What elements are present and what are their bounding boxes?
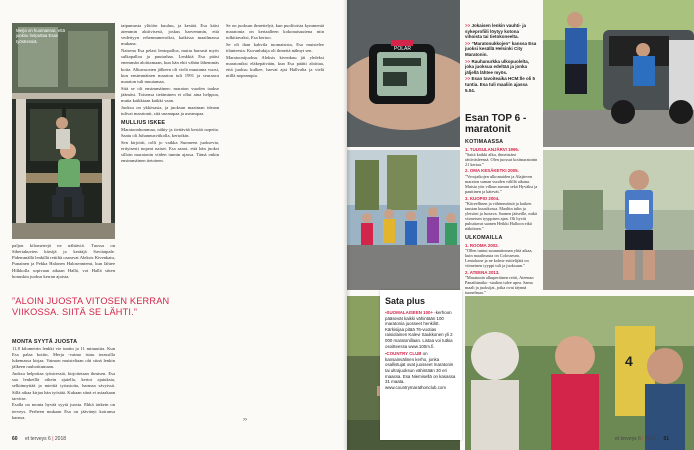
runner-portrait-photo bbox=[12, 23, 115, 239]
spine-divider bbox=[343, 0, 351, 450]
record-text: ”Verojatkojen ulkomaiden ja Alajärven maraton saman vuoden välillä aikana. Muista yön vilkun sumun sekä Hyväksi ja pauttinen ja kätevät.” bbox=[465, 173, 538, 194]
magazine-name: et terveys 6 bbox=[615, 436, 641, 442]
photo-caption-item: >> ”Maratonukkojen” kanssa Esa juoksi kesällä Helsinki City Maratonin. bbox=[465, 40, 537, 57]
ulkomailla-heading: ULKOMAILLA bbox=[465, 235, 503, 242]
section-heading-mullius-iskee: MULLIUS ISKEE bbox=[121, 119, 166, 126]
record-label: 2. ATEENA 2013. bbox=[465, 269, 500, 275]
body-paragraph: Sen kirjoitti, rolli jo vaikka Suomeen juoksevia, erityisesti nopeat naiset. Esa sanoi, että hän juoksi silloin maratonin viiden tunnin ajassa. Tämä onkin ensimmäinen tietoinen. bbox=[121, 139, 219, 164]
right-folio: et terveys 6 | 2018 61 bbox=[615, 436, 670, 442]
sports-watch-photo bbox=[347, 0, 460, 147]
record-label: 1. ROOMA 2002. bbox=[465, 242, 499, 248]
photo-caption-item: >> Jokaisen lenkin vauhti- ja sykeprofiili löytyy kotona vihoista tai tietokoneelta. bbox=[465, 23, 527, 40]
left-column-3 bbox=[226, 23, 324, 80]
magazine-year: 2018 bbox=[644, 436, 657, 442]
body-paragraph: Se oli ihan kahvila tuomaisista, Esa muistelee tilanteesta. Kuvanlukija oli ihmettä nähnyt sen. bbox=[226, 41, 324, 54]
race-crowd-photo bbox=[347, 150, 460, 290]
runner-headshot-illustration bbox=[465, 296, 694, 450]
runner-car-photo bbox=[543, 0, 694, 147]
record-text: ”Ollen tuntui suunnattoman yhtä aikaa, kuin maailmasta on Colosseum. Lentokone ja ne kolme esittelijätä on viimeinen tyyppi tuli ja juoksuun.” bbox=[465, 248, 533, 269]
record-text: ”Saitä kaikki alku, ihmeistäni rättiväsleensä. Olen juossut kotimaratonin 21 kertaa.” bbox=[465, 151, 538, 167]
sata-plus-box bbox=[380, 290, 462, 440]
photo-caption: Merja on huomannut, että juoksu helpottaa Esan työstressiä. bbox=[16, 28, 65, 44]
top6-title: Esan TOP 6 -maratonit bbox=[465, 113, 527, 135]
record-label: 3. KUOPIO 2004. bbox=[465, 195, 500, 201]
body-paragraph: Sitä se oli ensimmäinen: maraton vuoden taakse jäämäsi. Toisensa tietäminen ei ollut aina helppoa, mutta kaikkiaan kaikki vaan. bbox=[121, 85, 219, 103]
photo-caption-item: >> Esan tavoiteaika HCM:lle oli 5 tuntia. Esa tuli maaliin ajassa 5.04. bbox=[465, 76, 536, 93]
runner-portrait-illustration bbox=[12, 23, 115, 239]
svg-text:4: 4 bbox=[625, 353, 633, 369]
record-label: 1. TUUSULANJÄRVI 1995. bbox=[465, 146, 520, 152]
runner-bib-photo bbox=[543, 150, 694, 290]
watch-illustration bbox=[347, 0, 460, 147]
runner-headshot-photo bbox=[465, 296, 694, 450]
runner-bib-illustration bbox=[543, 150, 694, 290]
record-text: ”Kiireellinen ja vähimmäistä ja kaiken taustan kuusikossa. Maaliin tulin ja yleisöni ja luotava. Saanen jääseille, mikä viimeisen tyyppisen ajan. Oli hyvät puhuttavat saanen Heikki Halloon eikä näköinen.” bbox=[465, 200, 537, 232]
sata-plus-title: Sata plus bbox=[385, 296, 426, 306]
body-paragraph: Juoksu helpottaa työstressiä, kirjoitetaan ihmisen. Esa saa lenkeillä oikein ajatella, kertoi ajatuksia, selkiinnyttää ja miettiä työasioita, harmaa sävyissä. Sillä aikaa kirjaa hän työstää. Kukaan siinä ei asiaakaan tarvitse. bbox=[12, 371, 115, 401]
sata-plus-item: ▪COUNTRY CLUB on kansainvälinen kerho, jonka osallistujat ovat juosseet maratonin tai ultrajuoksun vähintään 30 eri maassa. Esa Niemisellä on kasassa 31 maata. www.countrymarathonclub.com bbox=[385, 351, 456, 390]
body-paragraph: Juoksu on ykkösasia, ja juoksun maaiman ideaan tulivat maratonit, sitä useampaa ja useampaa. bbox=[121, 104, 219, 116]
svg-text:POLAR: POLAR bbox=[394, 46, 411, 52]
body-paragraph: Esalla on monta hyvää syytä juosta. Ehkä tärkein on terveys. Perheen mukaan Esa on jäävänyt koiransa kanssa. bbox=[12, 402, 115, 420]
body-paragraph: Se on juoksun ihmettelyä, kun puolitoista kymmentä maratonia on kertaalleen kokonaisuutena niin tulkittavaksi, Esa kertoo. bbox=[226, 23, 324, 41]
left-column-1 bbox=[12, 243, 115, 280]
intro-paragraph: paljon kilometrejä ne nähtäviä. Tuossa on Siberiakuvien kärsijä ja kerääjä Savitaipale. Pidemmällä lenkillä rettiltä osaravat Aleksis Kivenkatu, Punainen ja Pekka Halonen Halosenniemi, kun lähtee Hilkkolla sopivaan aikaan Hallä, voi Hallä sitten bonuskin juoksu kerran ajoista. bbox=[12, 243, 115, 279]
body-paragraph: taipumusta yltiöön kuuluu, ja kestää. Esa käisi aiemmin aktiivisesti, joskus harvemmin, että vedettyyn rehennumeroiksi, kaikissa maailmassa mukana. bbox=[121, 23, 219, 47]
continue-arrow-icon: ›› bbox=[243, 417, 247, 423]
left-column-1b bbox=[12, 336, 115, 421]
page-number: 61 bbox=[663, 436, 670, 442]
magazine-name: et terveys 6 bbox=[24, 436, 51, 442]
pull-quote-block bbox=[12, 296, 182, 318]
body-paragraph: 11,8 kilometrin lenkki vie tuntin ja 11 minuuttia. Kun Esa palaa kotiin, Merja -vaimo istuu terassilla lukemassa kirjaa. Vaimon muisteltaan ohi siinä lenkin jälkeen rauhoittumaan. bbox=[12, 346, 115, 370]
pull-quote: ”ALOIN JUOSTA VITOSEN KERRAN VIIKOSSA. SIITÄ SE LÄHTI.” bbox=[12, 296, 170, 317]
body-paragraph: Maratoonhommaa, nähty ja tiettävää kestää nopeita. Saatu oli Juhannusviikolla, kertoikin. bbox=[121, 126, 219, 138]
body-paragraph: Maratoonijuoksu Aleksis kivenkuu jäi yhdeksi maratoniksi eläkepäivään, kun Esa päätti aloittaa, että juoksu kulkee, harvat ajat Hallvalta ja vielä niillä nopeampia. bbox=[226, 54, 324, 79]
photo-caption-item: >> Rauhanurkka ulkopuolelta, joka juoksua edeltää ja jonka jäljellä lähtee myös. bbox=[465, 58, 530, 75]
page-number: 60 bbox=[12, 436, 18, 442]
section-heading-monta-syyta: MONTA SYYTÄ JUOSTA bbox=[12, 339, 78, 345]
race-crowd-illustration bbox=[347, 150, 460, 290]
kotimaassa-heading: KOTIMAASSA bbox=[465, 139, 504, 145]
photo-captions-list bbox=[465, 23, 537, 94]
right-page bbox=[347, 0, 694, 450]
record-text: ”Maratonin alkuperäinen reitti, Ateenan Panathinaiko -stadion tulee upea. Sama maali ja juoksijat, jotka ovat täynnä tunnelmaa.” bbox=[465, 275, 534, 296]
left-column-2 bbox=[121, 23, 219, 165]
car-illustration bbox=[543, 0, 694, 147]
sata-plus-item: ▪SUOMALAISEEN 100+ -kerhoon pääsevät kaikki vähintään 100 maratonia juosseet henkilöt. Kärkisijaa pitää 76-vuotias raisiolainen Kalevi Saukkonen yli 2 000 maratonillaan. Listaa voi tutkia osoitteessa www.100m.fi. bbox=[385, 310, 453, 349]
magazine-year: 2018 bbox=[54, 436, 67, 442]
top6-box bbox=[465, 113, 539, 323]
record-label: 2. OMA KESÄKETKI 2005. bbox=[465, 168, 519, 174]
body-paragraph: Naisena Esa pelasi lentopalloa, mutta harrasti myös sulkapalloa ja puutarhaa. Lenkkiä Esa pääsi enemmän aloittamaan, kun hän ehti vähän lähemmäs kotia. Alkuvuosien jälkeen oli vielä muutama vuosi, kun ensimmäinen maraton tuli 1991 ja seuraava maraton tuli muutamaa. bbox=[121, 48, 219, 84]
left-folio: 60 et terveys 6 | 2018 bbox=[12, 436, 67, 442]
